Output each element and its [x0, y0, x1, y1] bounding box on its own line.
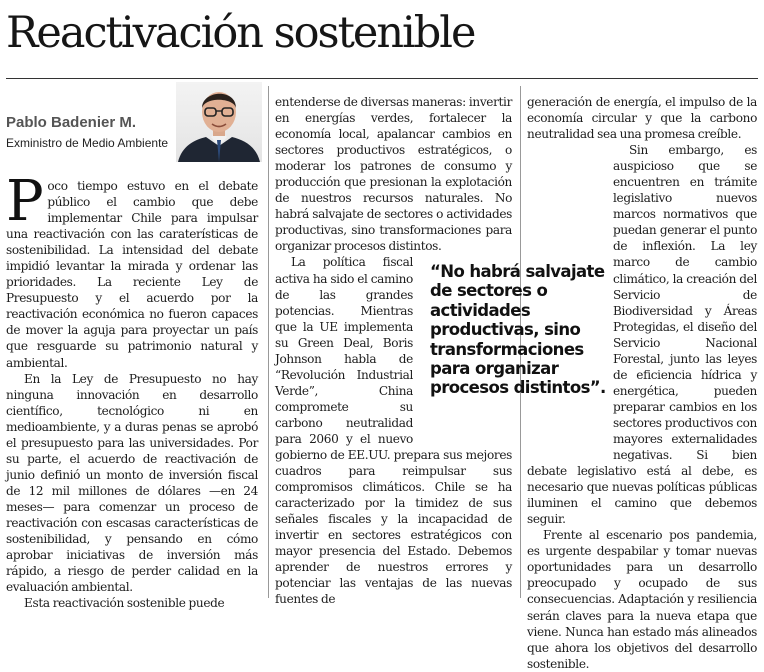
paragraph: Poco tiempo estuvo en el debate público el cambio que debe implementar Chile para impulsar una reactivación con las caraterísticas de sostenibilidad. La intensidad del debate impidió levantar la mirada y ordenar las prioridades. La reciente Ley de Presupuesto y el acuerdo por la reactivación económica no fueron capaces de mover la aguja para proyectar un país que resguarde su patrimonio natural y ambiental.: [6, 169, 258, 370]
paragraph: Frente al escenario pos pandemia, es urgente despabilar y tomar nuevas oportunidades para un desarrollo preocupado y ocupado de sus consecuencias. Adaptación y resiliencia serán claves para la nueva etapa que viene. Nunca han estado más alineados que ahora los objetivos del desarrollo sostenible.: [527, 528, 757, 671]
paragraph: generación de energía, el impulso de la economía circular y que la carbono neutralidad sea una promesa creíble.: [527, 95, 757, 142]
paragraph: En la Ley de Presupuesto no hay ninguna innovación en desarrollo científico, tecnológico ni en medioambiente, y a duras penas se aprobó el presupuesto para las universidades. Por su parte, el acuerdo de reactivación de junio definió un monto de inversión fiscal de 12 mil millones de dólares —en 24 meses— para comenzar un proceso de reactivación con escasas características de sostenibilidad, y pensando en cómo aprobar iniciativas de inversión más rápido, a riesgo de perder calidad en la evaluación ambiental.: [6, 371, 258, 595]
headline: Reactivación sostenible: [6, 8, 475, 58]
pull-quote: “No habrá salvajate de sectores o actividades productivas, sino transformaciones para organizar procesos distintos”.: [430, 262, 606, 398]
author-role: Exministro de Medio Ambiente: [6, 136, 169, 150]
author-photo: [176, 82, 262, 162]
paragraph: Sin embargo, es auspicioso que se encuentren en trámite legislativo nuevos marcos normativos que puedan generar el punto de inflexión. La ley marco de cambio climático, la creación del Servicio de Biodiversidad y Áreas Protegidas, el diseño del Servicio Nacional Forestal, junto las leyes de eficiencia hídrica y energética, pueden preparar cambios en los sectores productivos con mayores externalidades negativas. Si bien debate legislativo está al debe, es necesario que nuevas políticas públicas iluminen el camino que debemos seguir.: [527, 143, 757, 527]
paragraph: Esta reactivación sostenible puede: [24, 596, 225, 611]
headline-divider: [6, 78, 758, 79]
paragraph: entenderse de diversas maneras: invertir en energías verdes, fortalecer la economía local, apalancar cambios en sectores productivos estratégicos, o moderar los patrones de consumo y producción que presionan la explotación de nuestros recursos naturales. No habrá salvajate de sectores o actividades productivas, sino transformaciones para organizar procesos distintos.: [275, 95, 512, 254]
paragraph: La política fiscal activa ha sido el camino de las grandes potencias. Mientras que la UE implementa su Green Deal, Boris Johnson habla de “Revolución Industrial Verde”, China compromete su carbono neutralidad para 2060 y el nuevo gobierno de EE.UU. prepara sus mejores cuadros para reimpulsar sus compromisos climáticos. Chile se ha caracterizado por la timidez de sus señales fiscales y la incapacidad de invertir en sectores estratégicos con mayor presencia del Estado. Debemos aprender de nuestros errores y potenciar las ventajas de las nuevas fuentes de: [275, 255, 512, 607]
column-divider-1: [268, 86, 269, 598]
author-name: Pablo Badenier M.: [6, 114, 137, 131]
column-1: [6, 169, 258, 611]
drop-cap: P: [6, 169, 44, 234]
